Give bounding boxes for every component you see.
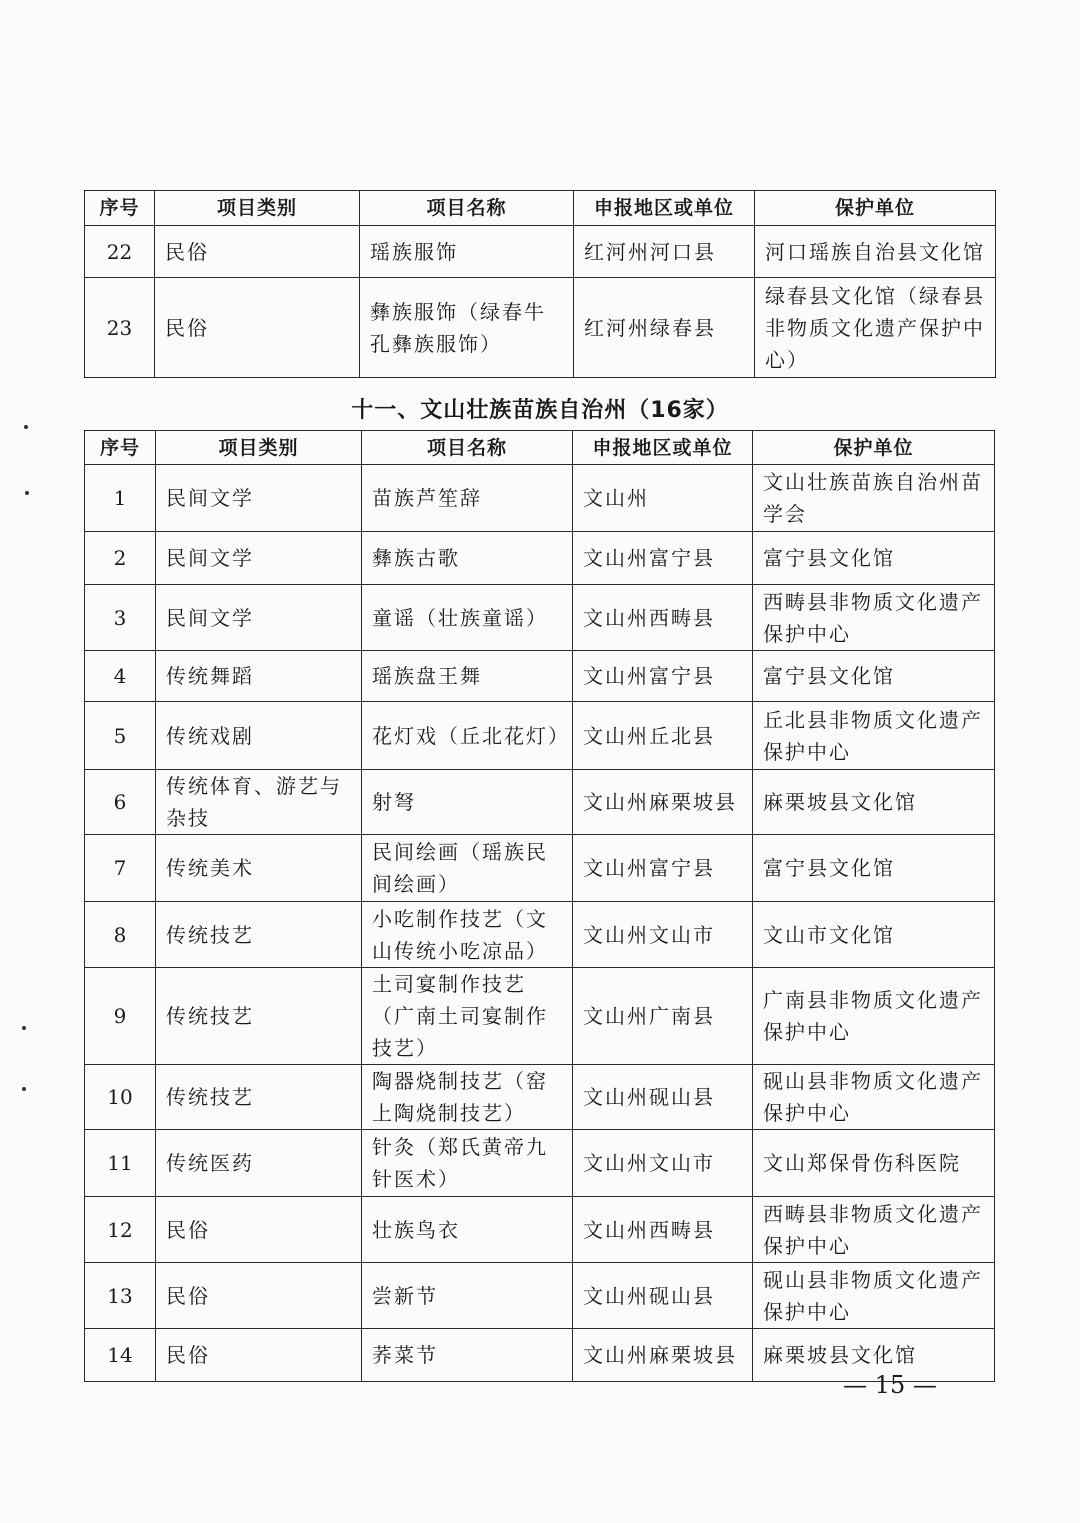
column-header-region: 申报地区或单位 bbox=[574, 191, 755, 226]
table-row bbox=[85, 585, 995, 651]
heritage-table-wenshan bbox=[84, 430, 995, 1382]
cell-category: 民间文学 bbox=[156, 532, 362, 585]
cell-region: 文山州富宁县 bbox=[573, 835, 753, 902]
cell-region: 文山州西畴县 bbox=[573, 585, 753, 651]
cell-project-name: 尝新节 bbox=[362, 1263, 573, 1329]
cell-protection-unit: 麻栗坡县文化馆 bbox=[753, 1329, 995, 1382]
cell-index: 4 bbox=[85, 651, 156, 702]
cell-index: 2 bbox=[85, 532, 156, 585]
header-row bbox=[85, 191, 996, 226]
cell-category: 民俗 bbox=[155, 226, 360, 278]
cell-protection-unit: 富宁县文化馆 bbox=[753, 835, 995, 902]
cell-category: 民俗 bbox=[156, 1197, 362, 1263]
table-row bbox=[85, 770, 995, 835]
cell-region: 文山州广南县 bbox=[573, 968, 753, 1065]
cell-protection-unit: 麻栗坡县文化馆 bbox=[753, 770, 995, 835]
cell-category: 传统技艺 bbox=[156, 902, 362, 968]
table-row bbox=[85, 702, 995, 770]
cell-category: 传统戏剧 bbox=[156, 702, 362, 770]
cell-project-name: 瑶族盘王舞 bbox=[362, 651, 573, 702]
cell-project-name: 射弩 bbox=[362, 770, 573, 835]
cell-index: 3 bbox=[85, 585, 156, 651]
cell-project-name: 针灸（郑氏黄帝九针医术） bbox=[362, 1130, 573, 1197]
cell-protection-unit: 文山市文化馆 bbox=[753, 902, 995, 968]
table-row bbox=[85, 278, 996, 378]
cell-region: 文山州麻栗坡县 bbox=[573, 1329, 753, 1382]
cell-protection-unit: 丘北县非物质文化遗产保护中心 bbox=[753, 702, 995, 770]
cell-project-name: 彝族服饰（绿春牛孔彝族服饰） bbox=[360, 278, 574, 378]
cell-category: 民俗 bbox=[155, 278, 360, 378]
table-row bbox=[85, 226, 996, 278]
section-heading: 十一、文山壮族苗族自治州（16家） bbox=[351, 398, 729, 423]
cell-protection-unit: 河口瑶族自治县文化馆 bbox=[755, 226, 996, 278]
cell-category: 民间文学 bbox=[156, 585, 362, 651]
column-header-project-name: 项目名称 bbox=[360, 191, 574, 226]
cell-region: 文山州 bbox=[573, 465, 753, 532]
column-header-project-name: 项目名称 bbox=[362, 431, 573, 465]
cell-category: 传统技艺 bbox=[156, 968, 362, 1065]
cell-protection-unit: 文山郑保骨伤科医院 bbox=[753, 1130, 995, 1197]
scan-speck bbox=[22, 1087, 26, 1091]
cell-protection-unit: 文山壮族苗族自治州苗学会 bbox=[753, 465, 995, 532]
table-row bbox=[85, 1130, 995, 1197]
cell-index: 9 bbox=[85, 968, 156, 1065]
table-row bbox=[85, 1197, 995, 1263]
column-header-category: 项目类别 bbox=[155, 191, 360, 226]
cell-index: 14 bbox=[85, 1329, 156, 1382]
cell-region: 文山州麻栗坡县 bbox=[573, 770, 753, 835]
cell-region: 文山州文山市 bbox=[573, 1130, 753, 1197]
column-header-region: 申报地区或单位 bbox=[573, 431, 753, 465]
table-row bbox=[85, 835, 995, 902]
cell-protection-unit: 西畴县非物质文化遗产保护中心 bbox=[753, 1197, 995, 1263]
cell-category: 传统美术 bbox=[156, 835, 362, 902]
cell-index: 1 bbox=[85, 465, 156, 532]
cell-region: 文山州富宁县 bbox=[573, 651, 753, 702]
header-row bbox=[85, 431, 995, 465]
cell-index: 13 bbox=[85, 1263, 156, 1329]
cell-project-name: 荞菜节 bbox=[362, 1329, 573, 1382]
cell-category: 传统舞蹈 bbox=[156, 651, 362, 702]
cell-index: 6 bbox=[85, 770, 156, 835]
cell-protection-unit: 绿春县文化馆（绿春县非物质文化遗产保护中心） bbox=[755, 278, 996, 378]
cell-region: 文山州砚山县 bbox=[573, 1065, 753, 1130]
cell-project-name: 民间绘画（瑶族民间绘画） bbox=[362, 835, 573, 902]
cell-category: 传统医药 bbox=[156, 1130, 362, 1197]
cell-project-name: 彝族古歌 bbox=[362, 532, 573, 585]
cell-index: 10 bbox=[85, 1065, 156, 1130]
column-header-protection-unit: 保护单位 bbox=[755, 191, 996, 226]
cell-project-name: 花灯戏（丘北花灯） bbox=[362, 702, 573, 770]
cell-index: 7 bbox=[85, 835, 156, 902]
cell-region: 文山州砚山县 bbox=[573, 1263, 753, 1329]
scan-speck bbox=[22, 1026, 26, 1030]
scan-speck bbox=[25, 491, 29, 495]
cell-protection-unit: 富宁县文化馆 bbox=[753, 651, 995, 702]
cell-region: 文山州富宁县 bbox=[573, 532, 753, 585]
column-header-index: 序号 bbox=[85, 431, 156, 465]
table-row bbox=[85, 465, 995, 532]
column-header-index: 序号 bbox=[85, 191, 155, 226]
cell-region: 文山州西畴县 bbox=[573, 1197, 753, 1263]
table-row bbox=[85, 651, 995, 702]
cell-project-name: 陶器烧制技艺（窑上陶烧制技艺） bbox=[362, 1065, 573, 1130]
column-header-protection-unit: 保护单位 bbox=[753, 431, 995, 465]
cell-project-name: 瑶族服饰 bbox=[360, 226, 574, 278]
cell-category: 民俗 bbox=[156, 1329, 362, 1382]
cell-project-name: 壮族鸟衣 bbox=[362, 1197, 573, 1263]
cell-protection-unit: 广南县非物质文化遗产保护中心 bbox=[753, 968, 995, 1065]
cell-region: 文山州丘北县 bbox=[573, 702, 753, 770]
heritage-table-continued bbox=[84, 190, 996, 378]
cell-index: 23 bbox=[85, 278, 155, 378]
column-header-category: 项目类别 bbox=[156, 431, 362, 465]
cell-index: 8 bbox=[85, 902, 156, 968]
cell-category: 民俗 bbox=[156, 1263, 362, 1329]
cell-category: 传统体育、游艺与杂技 bbox=[156, 770, 362, 835]
cell-index: 22 bbox=[85, 226, 155, 278]
table-row bbox=[85, 968, 995, 1065]
cell-category: 民间文学 bbox=[156, 465, 362, 532]
cell-index: 5 bbox=[85, 702, 156, 770]
cell-protection-unit: 西畴县非物质文化遗产保护中心 bbox=[753, 585, 995, 651]
cell-region: 红河州河口县 bbox=[574, 226, 755, 278]
cell-protection-unit: 富宁县文化馆 bbox=[753, 532, 995, 585]
cell-project-name: 童谣（壮族童谣） bbox=[362, 585, 573, 651]
cell-protection-unit: 砚山县非物质文化遗产保护中心 bbox=[753, 1263, 995, 1329]
cell-index: 12 bbox=[85, 1197, 156, 1263]
cell-category: 传统技艺 bbox=[156, 1065, 362, 1130]
cell-region: 文山州文山市 bbox=[573, 902, 753, 968]
cell-project-name: 苗族芦笙辞 bbox=[362, 465, 573, 532]
page-number: — 15 — bbox=[843, 1371, 937, 1399]
table-row bbox=[85, 532, 995, 585]
cell-project-name: 小吃制作技艺（文山传统小吃凉品） bbox=[362, 902, 573, 968]
cell-project-name: 土司宴制作技艺（广南土司宴制作技艺） bbox=[362, 968, 573, 1065]
table-row bbox=[85, 1263, 995, 1329]
scan-speck bbox=[24, 425, 28, 429]
table-row bbox=[85, 902, 995, 968]
cell-index: 11 bbox=[85, 1130, 156, 1197]
table-row bbox=[85, 1065, 995, 1130]
cell-region: 红河州绿春县 bbox=[574, 278, 755, 378]
cell-protection-unit: 砚山县非物质文化遗产保护中心 bbox=[753, 1065, 995, 1130]
